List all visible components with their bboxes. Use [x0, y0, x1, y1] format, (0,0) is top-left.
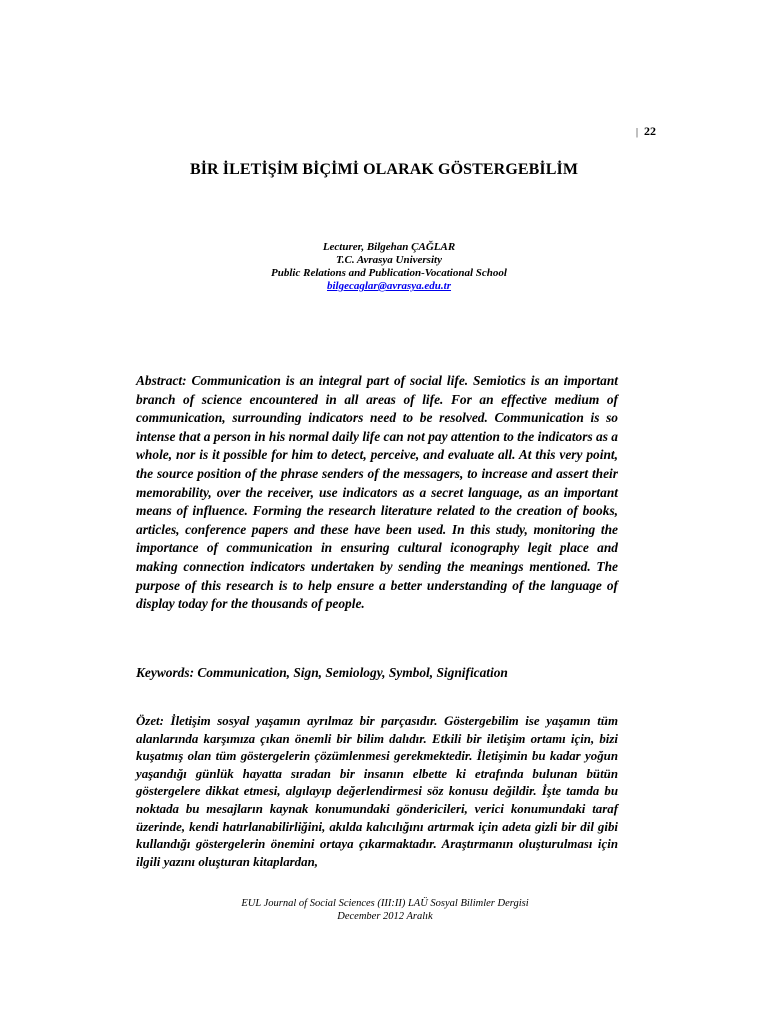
page-footer [0, 897, 768, 923]
keywords-line: Keywords: Communication, Sign, Semiology, Symbol, Signification [136, 665, 508, 680]
page-number: 22 [644, 124, 657, 138]
ozet-paragraph: Özet: İletişim sosyal yaşamın ayrılmaz bir parçasıdır. Göstergebilim ise yaşamın tüm alanlarında karşımıza çıkan önemli bir bilim dalıdır. Etkili bir iletişim ortamı için, bizi kuşatmış olan tüm göstergelerin çözümlenmesi gerekmektedir. İletişimin bu kadar yoğun yaşandığı günlük hayatta sıradan bir insanın elbette ki etrafında bulunan bütün göstergelere dikkat etmesi, algılayıp değerlendirmesi söz konusu değildir. İşte tamda bu noktada bu mesajların kaynak konumundaki göndericileri, verici konumundaki taraf üzerinde, kendi hatırlanabilirliğini, akılda kalıcılığını artırmak için adeta gizli bir dil gibi kullandığı göstergelerin önemini ortaya çıkarmaktadır. Araştırmanın oluşturulması için ilgili yazını oluşturan kitaplardan, [136, 714, 618, 869]
header-separator: | [636, 127, 639, 138]
abstract-paragraph: Abstract: Communication is an integral part of social life. Semiotics is an important branch of science encountered in all areas of life. For an effective medium of communication, surrounding indicators need to be resolved. Communication is so intense that a person in his normal daily life can not pay attention to the indicators as a whole, nor is it possible for him to detect, perceive, and evaluate all. At this very point, the source position of the phrase senders of the messagers, to increase and assert their memorability, over the receiver, use indicators as a secret language, as an important means of influence. Forming the research literature related to the creation of books, articles, conference papers and these have been used. In this study, monitoring the importance of communication in ensuring cultural iconography legit place and making connection indicators undertaken by sending the meanings mentioned. The purpose of this research is to help ensure a better understanding of the language of display today for the thousands of people. [136, 373, 618, 612]
author-email-link[interactable]: bilgecaglar@avrasya.edu.tr [326, 280, 452, 292]
author-name: Lecturer, Bilgehan ÇAĞLAR [322, 241, 456, 253]
author-department: Public Relations and Publication-Vocational School [271, 267, 507, 279]
author-university: T.C. Avrasya University [336, 254, 442, 266]
author-block [0, 241, 768, 293]
page-number-header [636, 124, 656, 139]
paper-title: BİR İLETİŞİM BİÇİMİ OLARAK GÖSTERGEBİLİM [189, 161, 579, 178]
footer-date: December 2012 Aralık [337, 911, 433, 922]
footer-journal: EUL Journal of Social Sciences (III:II) LAÜ Sosyal Bilimler Dergisi [241, 898, 529, 909]
